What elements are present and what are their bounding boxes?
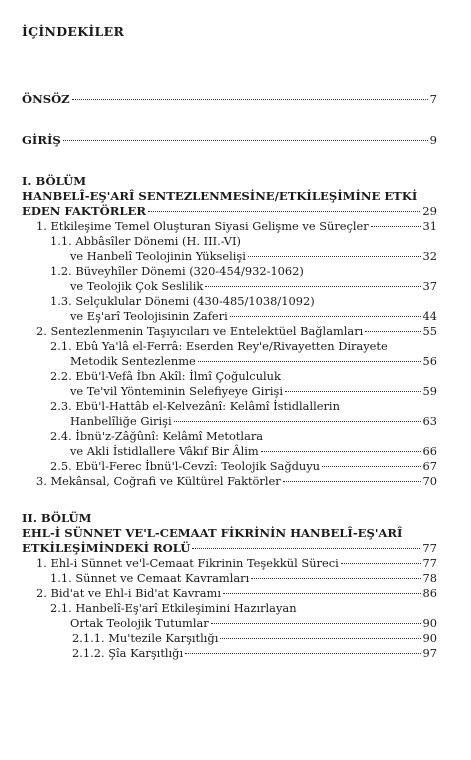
dot-leader	[230, 316, 421, 317]
toc-entry[interactable]	[22, 249, 437, 264]
dot-leader	[248, 256, 421, 257]
toc-entry-line: 2.3. Ebü'l-Hattâb el-Kelvezânî: Kelâmî İstidlallerin	[50, 399, 340, 413]
toc-entry-title: ÖNSÖZ	[22, 92, 70, 106]
toc-entry-page: 97	[422, 646, 437, 660]
toc-entry-page: 59	[422, 384, 437, 398]
part-label: I. BÖLÜM	[22, 174, 87, 188]
toc-entry-page: 90	[422, 631, 437, 645]
toc-entry-page: 55	[422, 324, 437, 338]
toc-entry-title: 1. Ehl-i Sünnet ve'l-Cemaat Fikrinin Teşekkül Süreci	[36, 556, 339, 570]
toc-entry[interactable]	[22, 616, 437, 631]
toc-entry-part1[interactable]	[22, 204, 437, 219]
toc-entry-line: 1.3. Selçuklular Dönemi (430-485/1038/1092)	[50, 294, 315, 308]
toc-entry-title: 2. Sentezlenmenin Taşıyıcıları ve Entelektüel Bağlamları	[36, 324, 364, 338]
toc-entry[interactable]	[22, 414, 437, 429]
toc-entry-title: 1.1. Sünnet ve Cemaat Kavramları	[50, 571, 250, 585]
toc-entry-page: 77	[422, 541, 437, 555]
dot-leader	[63, 140, 428, 141]
dot-leader	[341, 563, 421, 564]
toc-entry[interactable]	[22, 459, 437, 474]
toc-entry-page: 44	[422, 309, 437, 323]
part-title-line: EHL-İ SÜNNET VE'L-CEMAAT FİKRİNİN HANBELÎ-EŞ'ARÎ	[22, 526, 403, 540]
toc-entry-title: ve Hanbelî Teolojinin Yükselişi	[70, 249, 246, 263]
toc-entry[interactable]	[22, 474, 437, 489]
toc-entry-line: 1.2. Büveyhîler Dönemi (320-454/932-1062)	[50, 264, 304, 278]
toc-entry-title: Metodik Sentezlenme	[70, 354, 196, 368]
toc-entry-line: 2.1. Ebû Ya'lâ el-Ferrâ: Eserden Rey'e/Rivayetten Dirayete	[50, 339, 388, 353]
toc-entry-line: 2.4. İbnü'z-Zâğûnî: Kelâmî Metotlara	[50, 429, 264, 443]
toc-entry-page: 9	[429, 133, 437, 147]
toc-entry-page: 7	[429, 92, 437, 106]
dot-leader	[185, 653, 420, 654]
toc-entry-title: Hanbelîliğe Girişi	[70, 414, 172, 428]
toc-entry-page: 67	[422, 459, 437, 473]
toc-entry-page: 66	[422, 444, 437, 458]
toc-entry[interactable]	[22, 586, 437, 601]
toc-entry[interactable]	[22, 354, 437, 369]
dot-leader	[322, 466, 420, 467]
toc-entry-page: 78	[422, 571, 437, 585]
toc-entry-title: ve Akli İstidlallere Vâkıf Bir Âlim	[70, 444, 259, 458]
toc-entry-line: 1.1. Abbâsîler Dönemi (H. III.-VI)	[50, 234, 241, 248]
toc-entry-title: EDEN FAKTÖRLER	[22, 204, 146, 218]
toc-entry[interactable]	[22, 646, 437, 661]
toc-entry-page: 86	[422, 586, 437, 600]
toc-entry[interactable]	[22, 324, 437, 339]
toc-entry-page: 70	[422, 474, 437, 488]
toc-entry[interactable]	[22, 444, 437, 459]
toc-entry-page: 90	[422, 616, 437, 630]
dot-leader	[285, 391, 421, 392]
toc-entry-title: 2.1.1. Mu'tezile Karşıtlığı	[72, 631, 219, 645]
dot-leader	[283, 481, 421, 482]
toc-entry-page: 37	[422, 279, 437, 293]
dot-leader	[371, 226, 421, 227]
dot-leader	[261, 451, 421, 452]
toc-entry[interactable]	[22, 631, 437, 646]
toc-entry-title: 2. Bid'at ve Ehl-i Bid'at Kavramı	[36, 586, 221, 600]
dot-leader	[148, 211, 420, 212]
toc-entry-title: ve Eş'arî Teolojisinin Zaferi	[70, 309, 228, 323]
toc-entry-title: GİRİŞ	[22, 133, 61, 147]
toc-entry-line: 2.2. Ebü'l-Vefâ İbn Akîl: İlmî Çoğulculuk	[50, 369, 281, 383]
toc-entry[interactable]	[22, 309, 437, 324]
table-of-contents	[22, 92, 437, 661]
toc-entry-title: 3. Mekânsal, Coğrafi ve Kültürel Faktörler	[36, 474, 281, 488]
toc-entry[interactable]	[22, 219, 437, 234]
dot-leader	[192, 548, 420, 549]
toc-entry-title: 2.5. Ebü'l-Ferec İbnü'l-Cevzî: Teolojik Sağduyu	[50, 459, 321, 473]
toc-entry[interactable]	[22, 571, 437, 586]
part-label: II. BÖLÜM	[22, 511, 92, 525]
toc-entry[interactable]	[22, 279, 437, 294]
part-title-line: HANBELÎ-EŞ'ARÎ SENTEZLENMESİNE/ETKİLEŞİMİNE ETKİ	[22, 189, 418, 203]
dot-leader	[251, 578, 420, 579]
toc-entry-giris[interactable]	[22, 133, 437, 148]
toc-entry-title: 1. Etkileşime Temel Oluşturan Siyasi Gelişme ve Süreçler	[36, 219, 369, 233]
toc-entry-part2[interactable]	[22, 541, 437, 556]
dot-leader	[220, 638, 420, 639]
dot-leader	[174, 421, 421, 422]
toc-entry-title: ve Teolojik Çok Seslilik	[70, 279, 204, 293]
toc-entry-line: 2.1. Hanbelî-Eş'arî Etkileşimini Hazırlayan	[50, 601, 297, 615]
toc-entry-page: 32	[422, 249, 437, 263]
toc-entry-page: 29	[422, 204, 437, 218]
dot-leader	[211, 623, 421, 624]
toc-entry-title: Ortak Teolojik Tutumlar	[70, 616, 209, 630]
dot-leader	[205, 286, 420, 287]
dot-leader	[198, 361, 421, 362]
toc-entry-title: ve Te'vil Yönteminin Selefiyeye Girişi	[70, 384, 283, 398]
toc-entry-page: 31	[422, 219, 437, 233]
toc-entry-onsoz[interactable]	[22, 92, 437, 107]
dot-leader	[365, 331, 420, 332]
toc-entry-page: 56	[422, 354, 437, 368]
toc-entry-page: 77	[422, 556, 437, 570]
toc-entry-page: 63	[422, 414, 437, 428]
toc-entry[interactable]	[22, 384, 437, 399]
dot-leader	[72, 99, 428, 100]
toc-entry[interactable]	[22, 556, 437, 571]
dot-leader	[223, 593, 421, 594]
page-title: İÇİNDEKİLER	[22, 24, 125, 39]
toc-entry-title: 2.1.2. Şîa Karşıtlığı	[72, 646, 184, 660]
toc-entry-title: ETKİLEŞİMİNDEKİ ROLÜ	[22, 541, 191, 555]
